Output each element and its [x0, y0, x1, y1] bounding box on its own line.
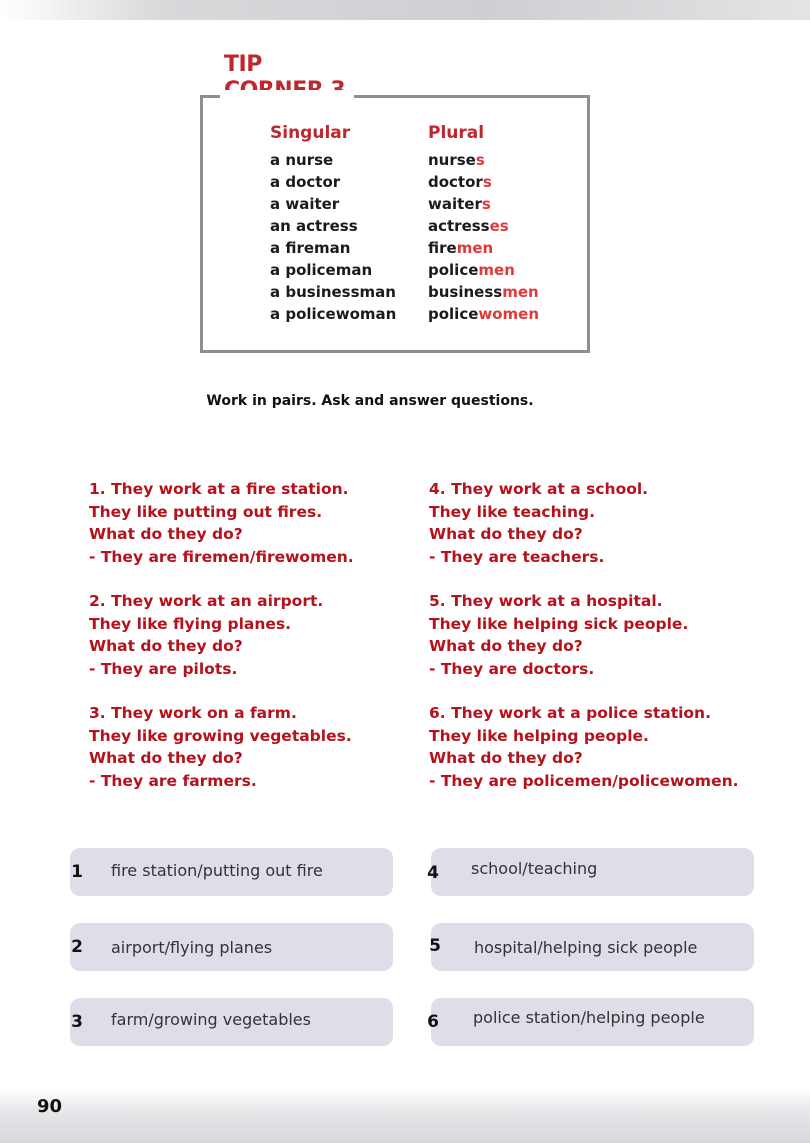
plural-suffix: men: [478, 261, 515, 279]
dialog-line: - They are farmers.: [89, 771, 257, 790]
dialog-line: - They are pilots.: [89, 659, 238, 678]
bottom-shade: [0, 1088, 810, 1143]
dialog-line: 3. They work on a farm.: [89, 704, 297, 722]
dialog-line: They like helping people.: [429, 726, 649, 745]
plural-stem: police: [428, 261, 479, 279]
dialog-line: - They are doctors.: [429, 659, 595, 678]
dialog-line: 4. They work at a school.: [429, 480, 649, 498]
dialog-line: - They are policemen/policewomen.: [429, 771, 739, 790]
plural-suffix: es: [489, 217, 509, 235]
plural-item: [428, 237, 539, 259]
plural-stem: actress: [428, 217, 490, 235]
dialog-5: [429, 590, 779, 680]
dialog-column-left: [89, 478, 439, 814]
dialog-3: [89, 702, 439, 792]
dialog-line: They like putting out fires.: [89, 502, 323, 521]
prompt-text: hospital/helping sick people: [474, 938, 698, 957]
prompt-number: 3: [71, 1012, 83, 1032]
singular-item: a nurse: [270, 151, 334, 169]
plural-stem: business: [428, 283, 503, 301]
prompt-number: 4: [427, 863, 439, 883]
plural-column: [428, 122, 539, 325]
singular-item: a businessman: [270, 283, 396, 301]
plural-suffix: women: [478, 305, 540, 323]
dialog-line: 5. They work at a hospital.: [429, 592, 663, 610]
dialog-2: [89, 590, 439, 680]
dialog-line: 1. They work at a fire station.: [89, 480, 349, 498]
dialog-line: What do they do?: [89, 525, 243, 543]
singular-item: a waiter: [270, 195, 340, 213]
plural-suffix: s: [482, 173, 492, 191]
plural-item: [428, 303, 539, 325]
plural-suffix: s: [481, 195, 491, 213]
plural-item: [428, 281, 539, 303]
dialog-4: [429, 478, 779, 568]
dialog-line: They like helping sick people.: [429, 614, 689, 633]
plural-stem: fire: [428, 239, 457, 257]
plural-item: [428, 149, 539, 171]
plural-suffix: men: [502, 283, 539, 301]
dialog-1: [89, 478, 439, 568]
prompt-number: 2: [71, 937, 83, 957]
dialog-line: What do they do?: [429, 749, 583, 767]
tip-box-title-gap: [220, 90, 354, 100]
tip-title-line1: TIP: [224, 52, 262, 77]
plural-stem: doctor: [428, 173, 483, 191]
plural-item: [428, 215, 539, 237]
singular-item: a doctor: [270, 173, 341, 191]
singular-item: a policeman: [270, 261, 373, 279]
plural-stem: nurse: [428, 151, 476, 169]
singular-header: Singular: [270, 123, 351, 143]
prompt-text: fire station/putting out fire: [111, 861, 323, 880]
plural-suffix: s: [475, 151, 485, 169]
plural-suffix: men: [456, 239, 494, 257]
plural-item: [428, 193, 539, 215]
page-number: 90: [37, 1096, 63, 1117]
singular-column: [270, 122, 396, 325]
plural-stem: police: [428, 305, 479, 323]
dialog-line: They like flying planes.: [89, 614, 292, 633]
prompt-number: 5: [429, 936, 441, 956]
top-shade: [0, 0, 810, 20]
dialog-line: - They are firemen/firewomen.: [89, 547, 354, 566]
dialog-line: What do they do?: [89, 637, 243, 655]
dialog-line: They like growing vegetables.: [89, 726, 352, 745]
prompt-number: 6: [427, 1012, 439, 1032]
plural-item: [428, 259, 539, 281]
instruction-text: Work in pairs. Ask and answer questions.: [206, 393, 534, 409]
dialog-line: They like teaching.: [429, 502, 595, 521]
prompt-text: police station/helping people: [473, 1008, 705, 1027]
dialog-line: 2. They work at an airport.: [89, 592, 324, 610]
singular-item: a fireman: [270, 239, 351, 257]
plural-header: Plural: [428, 123, 485, 143]
prompt-text: school/teaching: [471, 859, 598, 878]
dialog-line: What do they do?: [429, 637, 583, 655]
singular-item: a policewoman: [270, 305, 397, 323]
prompt-text: airport/flying planes: [111, 938, 273, 957]
dialog-column-right: [429, 478, 779, 814]
singular-item: an actress: [270, 217, 358, 235]
dialog-line: 6. They work at a police station.: [429, 704, 711, 722]
dialog-line: - They are teachers.: [429, 547, 605, 566]
dialog-line: What do they do?: [429, 525, 583, 543]
dialog-6: [429, 702, 779, 792]
dialog-line: What do they do?: [89, 749, 243, 767]
plural-item: [428, 171, 539, 193]
prompt-text: farm/growing vegetables: [111, 1010, 311, 1029]
prompt-number: 1: [71, 862, 83, 882]
plural-stem: waiter: [428, 195, 482, 213]
